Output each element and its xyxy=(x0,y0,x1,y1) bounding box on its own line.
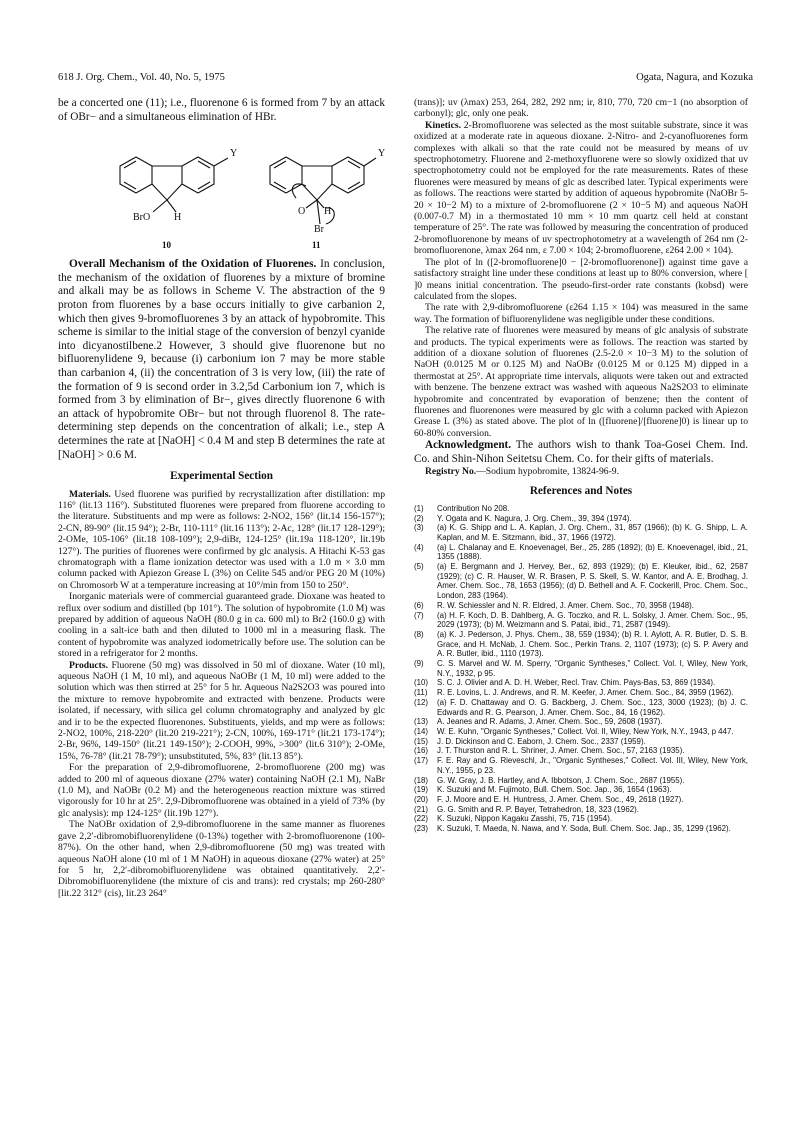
reference-item xyxy=(414,688,748,698)
reference-text: (a) H. F. Koch, D. B. Dahlberg, A. G. Toczko, and R. L. Solsky, J. Amer. Chem. Soc., 95, 2029 (1973); (b) M. Weizmann and S. Patai, ibid., 71, 2587 (1949). xyxy=(437,610,748,630)
registry-paragraph xyxy=(414,466,748,477)
materials-paragraph-1 xyxy=(58,489,385,592)
reference-number: (10) xyxy=(414,678,429,688)
reference-item xyxy=(414,659,748,678)
reference-number: (8) xyxy=(414,629,424,639)
reference-text: R. E. Lovins, L. J. Andrews, and R. M. Keefer, J. Amer. Chem. Soc., 84, 3959 (1962). xyxy=(437,688,734,698)
reference-text: Contribution No 208. xyxy=(437,503,510,513)
mechanism-paragraph xyxy=(58,258,385,462)
reference-text: F. J. Moore and E. H. Huntress, J. Amer. Chem. Soc., 49, 2618 (1927). xyxy=(437,794,684,804)
kinetics-paragraph-1 xyxy=(414,120,748,257)
reference-item xyxy=(414,717,748,727)
reference-item xyxy=(414,514,748,524)
intro-paragraph: be a concerted one (11); i.e., fluorenone 6 is formed from 7 by an attack of OBr− and a simultaneous elimination of HBr. xyxy=(58,97,385,123)
s10-group-bro: BrO xyxy=(133,212,151,224)
reference-text: G. W. Gray, J. B. Hartley, and A. Ibbotson, J. Chem. Soc., 2687 (1955). xyxy=(437,775,685,785)
running-header-right: Ogata, Nagura, and Kozuka xyxy=(636,72,753,83)
kinetics-text-1: 2-Bromofluorene was selected as the most suitable substrate, since it was oxidized at a moderate rate in aqueous dioxane. 2-Nitro- and 2-cyanofluorenes form complexes with alkali so that the rate could not be measured by means of uv spectrophotometry. Fluorene and 2-methoxyfluorene were so slowly oxidized that uv spectrophotometry could not be employed for the rate measurements. Rates of these fluorenes were measured by means of glc as described later. Typical experiments were as follows. The reactions were started by addition of aqueous hypobromite (NaOBr 5-20 × 10−2 M) to a mixture of 2-bromofluorene (2 × 10−5 M) and aqueous NaOH (0.007-0.7 M) in a thermostated 10 mm × 10 mm quartz cell held at constant temperature of 25°. The rate was followed by measuring the concentration of produced 2-bromofluorenone by means of uv spectrophotometry at a wavelength of 264 nm (2-bromofluorenone, λmax 264 nm, ε 7.00 × 104; 2-bromofluorene, ε264 2.00 × 104). xyxy=(414,119,749,257)
reference-item xyxy=(414,523,748,542)
reference-item xyxy=(414,776,748,786)
products-paragraph-2: For the preparation of 2,9-dibromofluorene, 2-bromofluorene (200 mg) was added to 200 ml of aqueous dioxane (27% water) containing NaOH (2.1 M), NaBr (1.0 M), and NaOBr (0.2 M) and the heterogeneous reaction mixture was stirred vigorously for 10 hr at 25°. 2,9-Dibromofluorene was obtained in a yield of 73% (by glc analysis): mp 124-125° (lit.19b 127°). xyxy=(58,762,385,819)
continued-paragraph: (trans)]; uv (λmax) 253, 264, 282, 292 nm; ir, 810, 770, 720 cm−1 (no absorption of carbonyl); glc, only one peak. xyxy=(414,97,748,120)
reference-item xyxy=(414,630,748,659)
acknowledgment-paragraph xyxy=(414,439,748,466)
registry-text: —Sodium hypobromite, 13824-96-9. xyxy=(476,466,619,477)
reference-number: (12) xyxy=(414,697,429,707)
reference-number: (19) xyxy=(414,785,429,795)
materials-title: Materials. xyxy=(69,488,111,500)
reference-number: (11) xyxy=(414,688,428,698)
materials-paragraph-2: Inorganic materials were of commercial guaranteed grade. Dioxane was heated to reflux over sodium and distilled (bp 101°). The solution of hypobromite (1.0 M) was prepared by addition of aqueous NaOH (80.0 g in ca. 600 ml) to Br2 (160.0 g) with cooling in a salt-ice bath and then diluted to 1000 ml in a measuring flask. The content of hypobromite was analyzed iodometrically before use. The solution can be stored in a refrigerator for 2 months. xyxy=(58,591,385,660)
reference-item xyxy=(414,601,748,611)
reference-text: C. S. Marvel and W. M. Sperry, "Organic Syntheses," Collect. Vol. I, Wiley, New York, N.Y., 1932, p 95. xyxy=(437,659,748,678)
kinetics-paragraph-2: The plot of ln ([2-bromofluorene]0 − [2-bromofluorenone]) against time gave a satisfactory straight line under these conditions at least up to 80% conversion, where [ ]0 means initial concentration. The pseudo-first-order rate constants (kobsd) were calculated from the slopes. xyxy=(414,256,748,302)
reference-number: (14) xyxy=(414,726,429,736)
reference-number: (20) xyxy=(414,794,429,804)
experimental-heading: Experimental Section xyxy=(170,470,273,483)
s11-group-br: Br xyxy=(314,224,324,236)
s11-label: 11 xyxy=(312,240,321,251)
reference-text: J. T. Thurston and R. L. Shriner, J. Amer. Chem. Soc., 57, 2163 (1935). xyxy=(437,746,685,756)
reference-number: (18) xyxy=(414,775,429,785)
reference-text: K. Suzuki, Nippon Kagaku Zasshi, 75, 715 (1954). xyxy=(437,814,613,824)
products-paragraph-3: The NaOBr oxidation of 2,9-dibromofluorene in the same manner as fluorenes gave 2,2′-dibromobifluorenylidene (0-13%) together with 2-bromofluorenone (100-87%). On the other hand, when 2,9-dibromofluorene (50 mg) was treated with aqueous NaOH alone (10 ml of 1 M NaOH) in aqueous dioxane (27% water) at 25° for 5 hr, 2,2′-dibromobifluorenylidene was obtained quantitatively. 2,2′-Dibromobifluorenylidene (the mixture of cis and trans): red crystals; mp 260-280° [lit.22 312° (cis), lit.23 264° xyxy=(58,819,385,899)
reference-number: (17) xyxy=(414,756,429,766)
reference-text: K. Suzuki and M. Fujimoto, Bull. Chem. Soc. Jap., 36, 1654 (1963). xyxy=(437,785,672,795)
running-header-left: 618 J. Org. Chem., Vol. 40, No. 5, 1975 xyxy=(58,72,225,83)
reference-item xyxy=(414,805,748,815)
reference-item xyxy=(414,746,748,756)
reference-number: (22) xyxy=(414,814,429,824)
reference-number: (2) xyxy=(414,513,424,523)
reference-item xyxy=(414,611,748,630)
reference-text: K. Suzuki, T. Maeda, N. Nawa, and Y. Soda, Bull. Chem. Soc. Jap., 35, 1299 (1962). xyxy=(437,824,731,834)
reference-text: F. E. Ray and G. Rieveschl, Jr., "Organic Syntheses," Collect. Vol. III, Wiley, New York, N.Y., 1955, p 23. xyxy=(437,756,748,775)
reference-number: (7) xyxy=(414,610,424,620)
reference-item xyxy=(414,543,748,562)
acknowledgment-title: Acknowledgment. xyxy=(425,439,512,452)
s11-group-o: O xyxy=(298,206,306,218)
mechanism-text: In conclusion, the mechanism of the oxidation of fluorenes by a mixture of bromine and alkali may be as follows in Scheme V. The abstraction of the 9 proton from fluorenes by a base occurs initially to give carbanion 2, which then gives 9-bromofluorenes 3 by an attack of hypobromite. This scheme is similar to the initial stage of the conversion of benzyl cyanide into dicyanostilbene.2 However, 3 should give fluorenone but no bifluorenylidene 9, because (i) carbonium ion 7 may be more stable than carbanion 4, (ii) the concentration of 3 is very low, (iii) the rate of the formation of 9 is second order in 3.2,5d Carbonium ion 7, which is formed from 3 by elimination of Br−, gives directly fluorenone 6 with an attack of hypobromite OBr− but not through fluorenol 8. The rate-determining step depends on the concentration of alkali; i.e., step A determines the rate at [NaOH] < 0.4 M and step B determines the rate at [NaOH] > 0.6 M. xyxy=(58,258,385,461)
structures-10-11 xyxy=(58,128,385,254)
reference-text: G. G. Smith and R. P. Bayer, Tetrahedron, 18, 323 (1962). xyxy=(437,804,639,814)
reference-text: W. E. Kuhn, "Organic Syntheses," Collect. Vol. II, Wiley, New York, N.Y., 1943, p 447. xyxy=(437,726,734,736)
kinetics-paragraph-3: The rate with 2,9-dibromofluorene (ε264 1.15 × 104) was measured in the same way. The formation of bifluorenylidene was negligible under these conditions. xyxy=(414,302,748,325)
mechanism-title: Overall Mechanism of the Oxidation of Fluorenes. xyxy=(69,258,317,271)
s10-label: 10 xyxy=(162,240,171,251)
reference-text: J. D. Dickinson and C. Eaborn, J. Chem. Soc., 2337 (1959). xyxy=(437,736,646,746)
reference-item xyxy=(414,785,748,795)
reference-text: Y. Ogata and K. Nagura, J. Org. Chem., 39, 394 (1974). xyxy=(437,513,632,523)
reference-item xyxy=(414,698,748,717)
structure-drawings xyxy=(58,128,385,254)
reference-number: (13) xyxy=(414,717,429,727)
s10-substituent-y: Y xyxy=(230,148,238,160)
acknowledgment-text: The authors wish to thank Toa-Gosei Chem. Ind. Co. and Shin-Nihon Seitetsu Chem. Co. for their gifts of materials. xyxy=(414,439,748,465)
reference-number: (1) xyxy=(414,503,424,513)
reference-item xyxy=(414,504,748,514)
reference-item xyxy=(414,678,748,688)
registry-title: Registry No. xyxy=(425,466,477,477)
products-title: Products. xyxy=(69,659,108,671)
s11-group-h: H xyxy=(324,206,332,218)
products-paragraph-1 xyxy=(58,660,385,763)
reference-number: (3) xyxy=(414,523,424,533)
reference-item xyxy=(414,727,748,737)
reference-number: (21) xyxy=(414,804,429,814)
reference-number: (15) xyxy=(414,736,429,746)
reference-number: (16) xyxy=(414,746,429,756)
s10-group-h: H xyxy=(174,212,182,224)
reference-text: (a) E. Bergmann and J. Hervey, Ber., 62, 893 (1929); (b) E. Kleuker, ibid., 62, 2587 (1929); (c) C. R. Hauser, W. R. Brasen, P. S. Skell, S. W. Kantor, and A. E. Brodhag, J. Amer. Chem. Soc., 78, 1653 (1956); (d) D. Bethell and A. F. Cockerill, Proc. Chem. Soc., London, 283 (1964). xyxy=(437,562,748,601)
s11-substituent-y: Y xyxy=(378,148,386,160)
reference-number: (4) xyxy=(414,542,424,552)
reference-text: (a) K. G. Shipp and L. A. Kaplan, J. Org. Chem., 31, 857 (1966); (b) K. G. Shipp, L. A. Kaplan, and M. E. Sitzmann, ibid., 37, 1966 (1972). xyxy=(437,523,748,542)
materials-text-1: Used fluorene was purified by recrystallization after distillation: mp 116° (lit.13 116°). Substituted fluorenes were prepared from fluorene according to the literature. Substituents and mp were as follows: 2-NO2, 156° (lit.14 156-157°); 2-CN, 89-90° (lit.15 94°); 2-Br, 110-111° (lit.16 113°); 2-Ac, 128° (lit.17 128-129°); 2-OMe, 105-106° (lit.18 108-109°); 2,9-diBr, 124-125° (lit.19a 118-120°, lit.19b 127°). The purities of fluorenes were confirmed by glc analysis. A Hitachi K-53 gas chromatograph with a flame ionization detector was used with a 1.0 m × 3.0 mm column packed with Apiezon Grease L (3%) on Celite 545 and/or PEG 20 M (10%) on Chromosorb W at a temperature increasing at 10°/min from 150 to 250°. xyxy=(58,488,385,591)
reference-item xyxy=(414,824,748,834)
reference-text: A. Jeanes and R. Adams, J. Amer. Chem. Soc., 59, 2608 (1937). xyxy=(437,717,663,727)
reference-list xyxy=(414,504,748,834)
reference-item xyxy=(414,814,748,824)
reference-item xyxy=(414,756,748,775)
kinetics-paragraph-4: The relative rate of fluorenes were measured by means of glc analysis of substrate and products. The typical experiments were as follows. The reaction was started by addition of a dioxane solution of fluorenes (2.5-2.0 × 10−3 M) to the solution of NaOH (0.0125 M or 0.125 M) and NaOBr (0.0125 M or 0.125 M) dipped in a thermostat at 25°. At appropriate time intervals, aliquots were taken out and extracted with benzene. The benzene extract was washed with aqueous Na2S2O3 to eliminate hypobromite and concentrated by evaporation of benzene; then the content of fluorenes and fluorenones were measured by glc with a column packed with Apiezon Grease L (3%) as stated above. The plot of ln ([fluorene]/[fluorene]0) is linear up to 60-80% conversion. xyxy=(414,325,748,439)
reference-number: (9) xyxy=(414,659,424,669)
reference-number: (23) xyxy=(414,824,429,834)
reference-item xyxy=(414,562,748,601)
kinetics-title: Kinetics. xyxy=(425,119,461,131)
references-heading: References and Notes xyxy=(529,485,633,498)
products-text-1: Fluorene (50 mg) was dissolved in 50 ml of dioxane. Water (10 ml), aqueous NaOH (1 M, 10 ml), and aqueous NaOBr (1 M, 10 ml) were added to the solution which was then stirred at 25° for 5 hr. Aqueous Na2S2O3 was poured into the mixture to remove hypobromite and extracted with benzene. Products were isolated, if necessary, with silica gel column chromatography and analyzed by glc and ir to be the expected fluorenones. Substituents, yields, and mp were as follows: 2-NO2, 100%, 218-220° (lit.20 219-221°); 2-CN, 100%, 169-171° (lit.21 173-174°); 2-Br, 96%, 149-150° (lit.21 149-150°); 2-COOH, 99%, >300° (lit.6 310°); 2-OMe, 15%, 76-78° (lit.21 78-79°); unsubstituted, 5%, 83° (lit.13 85°). xyxy=(58,659,386,762)
reference-text: R. W. Schiessler and N. R. Eldred, J. Amer. Chem. Soc., 70, 3958 (1948). xyxy=(437,600,694,610)
left-column xyxy=(58,97,385,899)
reference-text: (a) K. J. Pederson, J. Phys. Chem., 38, 559 (1934); (b) R. I. Aylott, A. R. Butler, D. S. B. Grace, and H. McNab, J. Chem. Soc., Perkin Trans. 2, 1107 (1973); (c) S. P. Avery and A. R. Butler, ibid., 1110 (1973). xyxy=(437,629,748,659)
reference-text: S. C. J. Olivier and A. D. H. Weber, Recl. Trav. Chim. Pays-Bas, 53, 869 (1934). xyxy=(437,678,716,688)
reference-text: (a) F. D. Chattaway and O. G. Backberg, J. Chem. Soc., 123, 3000 (1923); (b) J. C. Edwards and R. G. Pearson, J. Amer. Chem. Soc., 84, 16 (1962). xyxy=(437,697,748,717)
reference-number: (6) xyxy=(414,600,424,610)
reference-item xyxy=(414,795,748,805)
reference-text: (a) L. Chalanay and E. Knoevenagel, Ber., 25, 285 (1892); (b) E. Knoevenagel, ibid., 21, 1355 (1888). xyxy=(437,542,748,562)
reference-number: (5) xyxy=(414,562,424,572)
right-column xyxy=(414,97,748,834)
reference-item xyxy=(414,737,748,747)
